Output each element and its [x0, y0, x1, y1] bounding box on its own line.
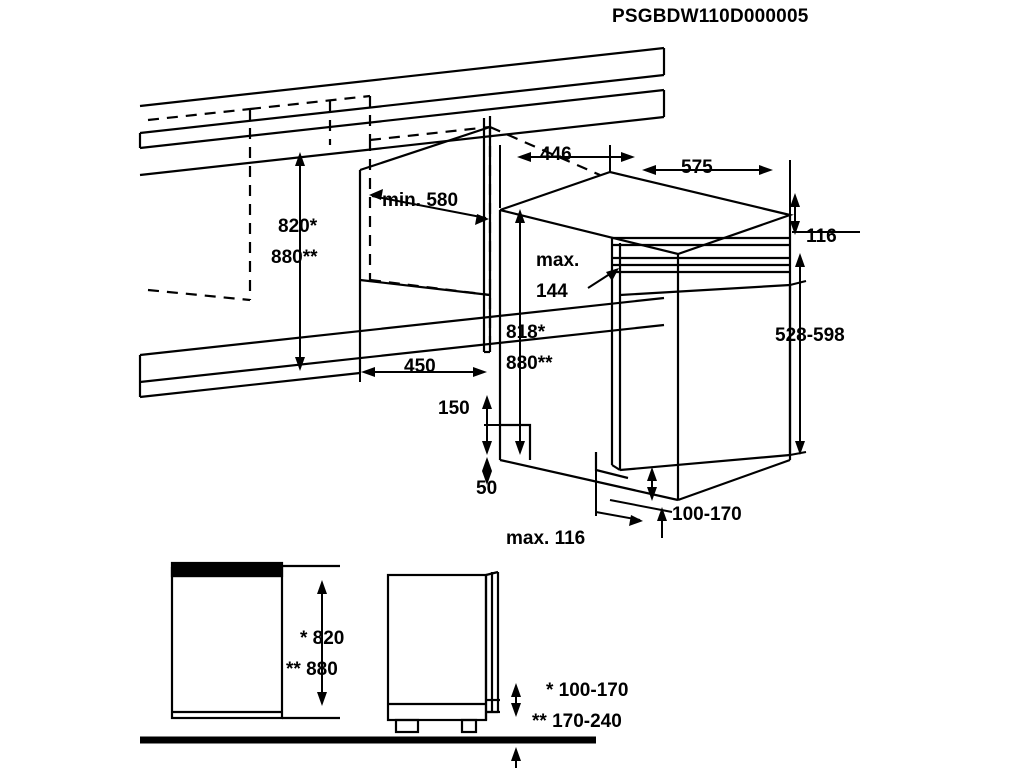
drawing-code-label: PSGBDW110D000005	[612, 6, 809, 27]
dimension-label-max-front-panel-1: max.	[536, 250, 580, 271]
side-view-label-plinth-1: * 100-170	[546, 680, 629, 701]
front-view-label-height-1: * 820	[300, 628, 345, 649]
dimension-label-appliance-height-1: 818*	[506, 322, 546, 343]
dimension-label-top-offset: 116	[806, 226, 837, 247]
front-view-label-height-2: ** 880	[286, 659, 338, 680]
dimension-label-max-front-panel-2: 144	[536, 281, 568, 302]
dimension-label-top-width: 446	[540, 144, 572, 165]
dimension-label-door-panel-height: 528-598	[775, 325, 845, 346]
cabinet-base-rails	[140, 298, 664, 397]
dimension-label-cabinet-height-1: 820*	[278, 216, 318, 237]
dimension-label-foot-height: 50	[476, 478, 498, 499]
worktop-lower-slab	[140, 90, 664, 175]
dimension-label-overall-depth: 575	[681, 157, 713, 178]
dimension-label-plinth-depth: 450	[404, 356, 436, 377]
dimension-label-plinth-height: 150	[438, 398, 470, 419]
dimension-label-appliance-height-2: 880**	[506, 353, 553, 374]
dimension-label-plinth-recess: 100-170	[672, 504, 742, 525]
worktop-upper-slab	[140, 48, 664, 133]
dimension-label-min-depth: min. 580	[382, 190, 459, 211]
side-view	[140, 572, 596, 740]
side-view-label-plinth-2: ** 170-240	[532, 711, 622, 732]
cabinet-opening	[360, 116, 490, 373]
dimension-label-max-plinth: max. 116	[506, 528, 586, 549]
side-view-dimension	[511, 683, 521, 768]
dimension-label-cabinet-height-2: 880**	[271, 247, 318, 268]
